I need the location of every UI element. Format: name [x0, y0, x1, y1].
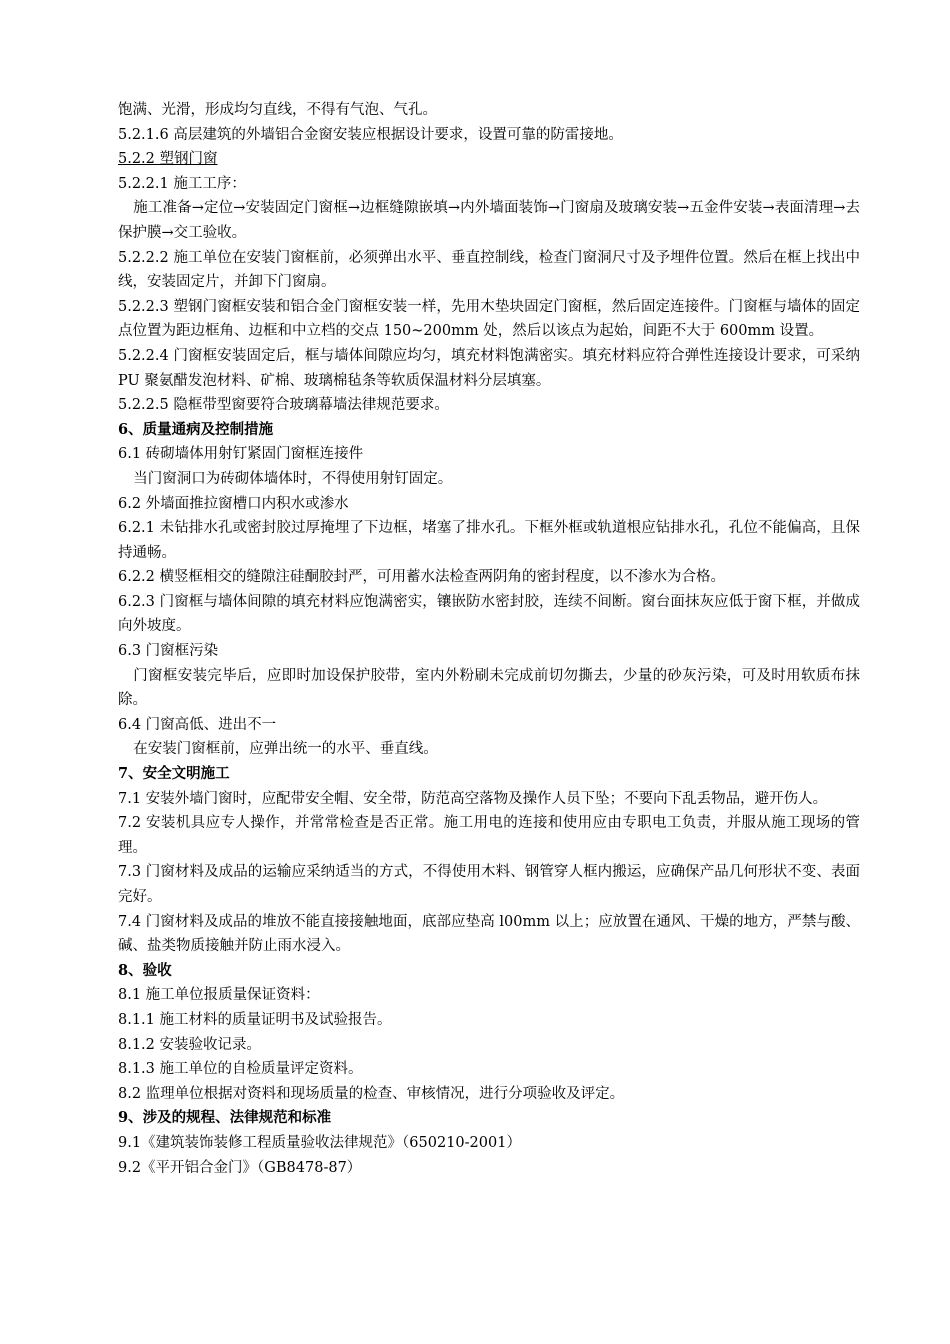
paragraph	[118, 983, 860, 1008]
paragraph	[118, 1131, 860, 1156]
paragraph-text: 6.3 门窗框污染	[118, 643, 219, 660]
paragraph-text: 饱满、光滑，形成均匀直线，不得有气泡、气孔。	[118, 102, 437, 118]
paragraph-text: 7.3 门窗材料及成品的运输应采纳适当的方式，不得使用木料、钢管穿人框内搬运，应确保产品几何形状不变、表面完好。	[118, 864, 860, 905]
paragraph	[118, 442, 860, 467]
paragraph-text: 8.1 施工单位报质量保证资料：	[118, 987, 320, 1004]
section-heading	[118, 959, 860, 984]
paragraph	[118, 196, 860, 245]
paragraph-text: 8.1.1 施工材料的质量证明书及试验报告。	[118, 1011, 392, 1028]
paragraph-text: 6.2.3 门窗框与墙体间隙的填充材料应饱满密实，镶嵌防水密封胶，连续不间断。窗台面抹灰应低于窗下框，并做成向外坡度。	[118, 593, 860, 635]
paragraph-text: 9.2《平开铝合金门》（GB8478-87）	[118, 1159, 362, 1176]
paragraph	[118, 664, 860, 713]
paragraph-text: 6.2 外墙面推拉窗槽口内积水或渗水	[118, 495, 349, 512]
paragraph-text: 6.1 砖砌墙体用射钉紧固门窗框连接件	[118, 446, 364, 463]
paragraph-text: 7.2 安装机具应专人操作，并常常检查是否正常。施工用电的连接和使用应由专职电工负责，并服从施工现场的管理。	[118, 815, 860, 856]
paragraph-text: 在安装门窗框前，应弹出统一的水平、垂直线。	[133, 741, 438, 758]
subsection-heading-text: 5.2.2 塑钢门窗	[118, 151, 218, 168]
subsection-heading	[118, 147, 860, 172]
paragraph	[118, 1082, 860, 1107]
section-heading-text: 9、涉及的规程、法律规范和标准	[118, 1109, 332, 1127]
paragraph-text: 当门窗洞口为砖砌体墙体时，不得使用射钉固定。	[133, 470, 453, 487]
paragraph	[118, 1156, 860, 1181]
paragraph-text: 5.2.2.3 塑钢门窗框安装和铝合金门窗框安装一样，先用木垫块固定门窗框，然后固定连接件。门窗框与墙体的固定点位置为距边框角、边框和中立档的交点 150~200mm 处，然后以该点为起始，间距不大于 600mm 设置。	[118, 298, 860, 340]
paragraph	[118, 787, 860, 812]
paragraph	[118, 713, 860, 738]
paragraph	[118, 860, 860, 909]
paragraph-text: 5.2.2.2 施工单位在安装门窗框前，必须弹出水平、垂直控制线，检查门窗洞尺寸及予埋件位置。然后在框上找出中线，安装固定片，并卸下门窗扇。	[118, 249, 860, 291]
paragraph	[118, 123, 860, 148]
paragraph	[118, 492, 860, 517]
paragraph	[118, 393, 860, 418]
paragraph-text: 6.2.2 横竖框相交的缝隙注硅酮胶封严，可用蓄水法检查两阴角的密封程度，以不渗水为合格。	[118, 569, 725, 586]
paragraph-text: 6.2.1 未钻排水孔或密封胶过厚掩埋了下边框，堵塞了排水孔。下框外框或轨道根应钻排水孔，孔位不能偏高，且保持通畅。	[118, 520, 860, 561]
paragraph-text: 8.2 监理单位根据对资料和现场质量的检查、审核情况，进行分项验收及评定。	[118, 1085, 625, 1102]
paragraph	[118, 295, 860, 344]
paragraph-text: 5.2.1.6 高层建筑的外墙铝合金窗安装应根据设计要求，设置可靠的防雷接地。	[118, 126, 623, 143]
section-heading	[118, 1106, 860, 1131]
paragraph-text: 7.4 门窗材料及成品的堆放不能直接接触地面，底部应垫高 l00mm 以上；应放置在通风、干燥的地方，严禁与酸、碱、盐类物质接触并防止雨水浸入。	[118, 913, 860, 955]
paragraph	[118, 172, 860, 197]
paragraph	[118, 467, 860, 492]
paragraph	[118, 910, 860, 959]
section-heading-text: 6、质量通病及控制措施	[118, 420, 274, 438]
paragraph-text: 5.2.2.5 隐框带型窗要符合玻璃幕墙法律规范要求。	[118, 397, 449, 414]
paragraph	[118, 98, 860, 123]
paragraph-text: 5.2.2.1 施工工序：	[118, 175, 246, 192]
paragraph	[118, 1008, 860, 1033]
paragraph	[118, 246, 860, 295]
paragraph	[118, 811, 860, 860]
paragraph-text: 5.2.2.4 门窗框安装固定后，框与墙体间隙应均匀，填充材料饱满密实。填充材料应符合弹性连接设计要求，可采纳 PU 聚氨醋发泡材料、矿棉、玻璃棉毡条等软质保温材料分层填塞。	[118, 347, 860, 389]
paragraph	[118, 516, 860, 565]
paragraph-text: 6.4 门窗高低、进出不一	[118, 716, 277, 733]
paragraph	[118, 1057, 860, 1082]
section-heading-text: 7、安全文明施工	[118, 765, 230, 783]
paragraph	[118, 590, 860, 639]
paragraph	[118, 565, 860, 590]
paragraph-text: 8.1.2 安装验收记录。	[118, 1036, 262, 1053]
paragraph-text: 门窗框安装完毕后，应即时加设保护胶带，室内外粉刷未完成前切勿撕去，少量的砂灰污染，可及时用软质布抹除。	[118, 667, 860, 709]
paragraph	[118, 639, 860, 664]
paragraph-text: 8.1.3 施工单位的自检质量评定资料。	[118, 1061, 363, 1078]
document-page	[118, 98, 860, 1180]
paragraph	[118, 344, 860, 393]
section-heading	[118, 762, 860, 787]
paragraph-text: 施工准备→定位→安装固定门窗框→边框缝隙嵌填→内外墙面装饰→门窗扇及玻璃安装→五金件安装→表面清理→去保护膜→交工验收。	[118, 200, 860, 241]
paragraph-text: 9.1《建筑装饰装修工程质量验收法律规范》（650210-2001）	[118, 1134, 521, 1151]
section-heading	[118, 418, 860, 443]
paragraph	[118, 1033, 860, 1058]
paragraph-text: 7.1 安装外墙门窗时，应配带安全帽、安全带，防范高空落物及操作人员下坠；不要向下乱丢物品，避开伤人。	[118, 790, 828, 807]
paragraph	[118, 737, 860, 762]
section-heading-text: 8、验收	[118, 961, 172, 979]
